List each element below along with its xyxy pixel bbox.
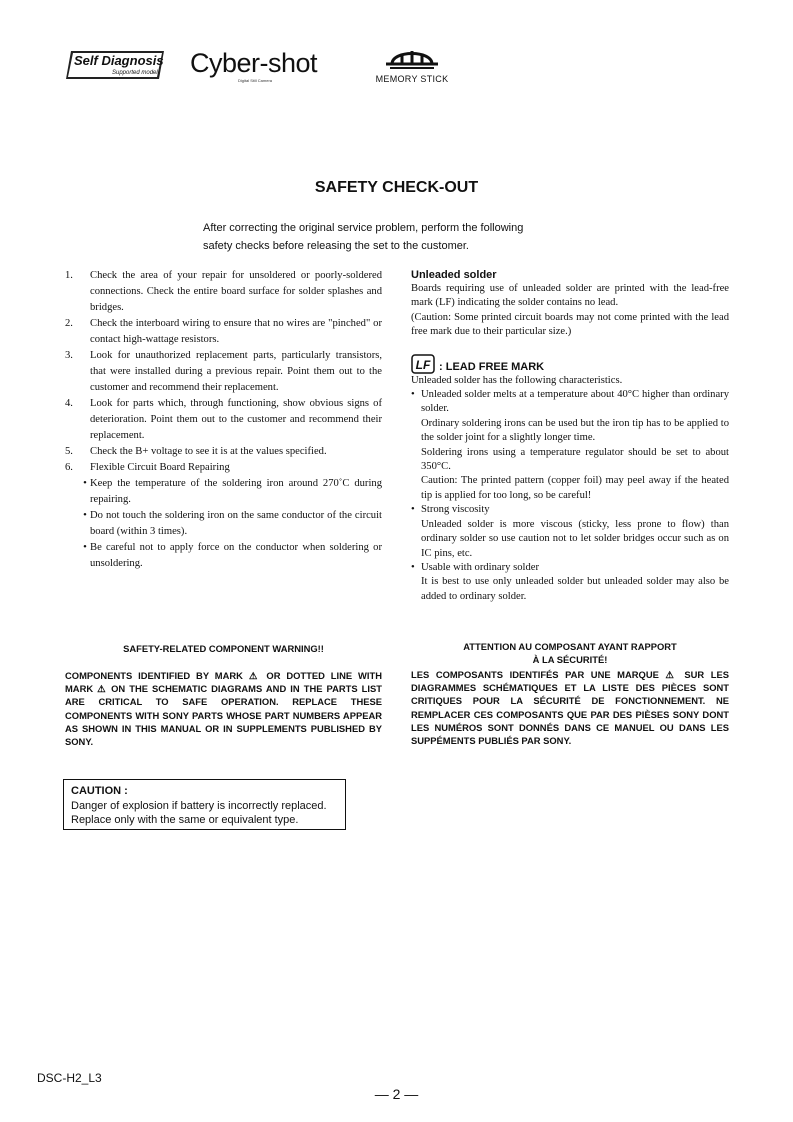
lead-free-mark-row: [411, 354, 729, 374]
intro-line-2: safety checks before releasing the set to the customer.: [203, 240, 469, 252]
brand-subtitle: Digital Still Camera: [238, 78, 273, 83]
item-text: Look for parts which, through functioning, show obvious signs of deterioration. Point them out to the customer and recommend their replacement.: [90, 398, 382, 441]
warning-fr-title-line-2: À LA SÉCURITÉ!: [532, 654, 608, 665]
unleaded-heading: Unleaded solder: [411, 269, 497, 281]
caution-line-1: Danger of explosion if battery is incorrectly replaced.: [71, 799, 327, 812]
item-text: Look for unauthorized replacement parts, particularly transistors, that were installed during a previous repair. Point them out to the customer and recommend their replacement.: [90, 350, 382, 393]
item-number: 4.: [65, 398, 73, 409]
intro-text: [203, 219, 583, 255]
characteristic-head: Strong viscosity: [421, 504, 490, 516]
warning-fr-title: [411, 640, 729, 666]
bullet-icon: •: [83, 510, 87, 521]
bullet-icon: •: [83, 542, 87, 553]
sub-list-item: [65, 508, 382, 540]
sub-list-item: [65, 476, 382, 508]
list-item: [65, 268, 382, 316]
warning-en-body: COMPONENTS IDENTIFIED BY MARK ⚠ OR DOTTED LINE WITH MARK ⚠ ON THE SCHEMATIC DIAGRAMS AND IN THE PARTS LIST ARE CRITICAL TO SAFE OPERATION. REPLACE THESE COMPONENTS WITH SONY PARTS WHOSE PART NUMBERS APPEAR AS SHOWN IN THIS MANUAL OR IN SUPPLEMENTS PUBLISHED BY SONY.: [65, 670, 382, 748]
memory-stick-icon: [372, 44, 452, 72]
item-number: 6.: [65, 462, 73, 473]
sub-item-text: Keep the temperature of the soldering iron around 270˚C during repairing.: [90, 478, 382, 505]
characteristic-detail: Unleaded solder is more viscous (sticky, less prone to flow) than ordinary solder so use caution not to let solder bridges occur such as on IC pins, etc.: [421, 518, 729, 559]
self-diagnosis-main: Self Diagnosis: [74, 53, 164, 68]
list-item: [65, 316, 382, 348]
unleaded-solder-section: [411, 268, 729, 604]
characteristic-detail: Ordinary soldering irons can be used but the iron tip has to be applied to the solder joint for a slightly longer time.: [421, 417, 729, 444]
item-number: 5.: [65, 446, 73, 457]
memory-stick-text: MEMORY STICK: [375, 74, 449, 84]
warning-en-title: SAFETY-RELATED COMPONENT WARNING!!: [123, 643, 324, 654]
sub-list-item: [65, 540, 382, 572]
page-number: — 2 —: [374, 1086, 419, 1102]
warning-fr-title-line-1: ATTENTION AU COMPOSANT AYANT RAPPORT: [463, 641, 677, 652]
characteristic-detail: Soldering irons using a temperature regulator should be set to about 350°C.: [421, 446, 729, 473]
warning-fr-body: LES COMPOSANTS IDENTIFÉS PAR UNE MARQUE ⚠ SUR LES DIAGRAMMES SCHÉMATIQUES ET LA LISTE DES PIÈCES SONT CRITIQUES POUR LA SÉCURITÉ DE FONCTIONNEMENT. NE REMPLACER CES COMPOSANTS QUE PAR DES PIÈSES SONY DONT LES NUMÉROS SONT DONNÉS DANS CE MANUEL OU DANS LES SUPPÉMENTS PUBLIÉS PAR SONY.: [411, 669, 729, 747]
item-text: Flexible Circuit Board Repairing: [90, 462, 230, 473]
self-diagnosis-badge: [65, 50, 165, 80]
characteristic-item: [411, 388, 729, 417]
characteristic-item: [411, 503, 729, 517]
safety-checklist: [65, 268, 382, 572]
caution-title: CAUTION :: [71, 785, 128, 797]
list-item: [65, 460, 382, 476]
bullet-icon: •: [411, 389, 415, 401]
document-code: DSC-H2_L3: [37, 1071, 102, 1085]
lead-free-icon: [411, 354, 435, 374]
intro-line-1: After correcting the original service problem, perform the following: [203, 222, 524, 234]
characteristic-detail: It is best to use only unleaded solder but unleaded solder may also be added to ordinary solder.: [421, 576, 729, 602]
item-text: Check the interboard wiring to ensure that no wires are "pinched" or contact high-wattage resistors.: [90, 318, 382, 345]
bullet-icon: •: [83, 478, 87, 489]
self-diagnosis-logo: [65, 50, 165, 80]
unleaded-paragraph-2: (Caution: Some printed circuit boards may not come printed with the lead free mark due to their particular size.): [411, 311, 729, 338]
item-text: Check the B+ voltage to see it is at the values specified.: [90, 446, 327, 457]
characteristic-head: Usable with ordinary solder: [421, 561, 539, 573]
characteristic-item: [411, 561, 729, 575]
caution-box: [63, 779, 346, 830]
page-title: SAFETY CHECK-OUT: [314, 179, 479, 196]
sub-item-text: Do not touch the soldering iron on the same conductor of the circuit board (within 3 times).: [90, 510, 382, 537]
bullet-icon: •: [411, 504, 415, 516]
item-number: 2.: [65, 318, 73, 329]
unleaded-intro: Unleaded solder has the following characteristics.: [411, 374, 623, 386]
list-item: [65, 396, 382, 444]
self-diagnosis-sub: Supported model: [112, 70, 158, 76]
item-number: 3.: [65, 350, 73, 361]
memory-stick-logo: [372, 44, 452, 84]
list-item: [65, 348, 382, 396]
cybershot-logo: [190, 50, 335, 86]
characteristic-head: Unleaded solder melts at a temperature about 40°C higher than ordinary solder.: [421, 389, 729, 415]
brand-name: Cyber-shot: [190, 48, 318, 78]
sub-item-text: Be careful not to apply force on the conductor when soldering or unsoldering.: [90, 542, 382, 569]
unleaded-paragraph-1: Boards requiring use of unleaded solder are printed with the lead-free mark (LF) indicating the solder contains no lead.: [411, 283, 729, 309]
list-item: [65, 444, 382, 460]
item-number: 1.: [65, 270, 73, 281]
characteristic-detail: Caution: The printed pattern (copper foil) may peel away if the heated tip is applied for too long, so be careful!: [421, 475, 729, 501]
lead-free-icon-text: LF: [415, 357, 431, 372]
caution-line-2: Replace only with the same or equivalent type.: [71, 814, 299, 826]
lead-free-label: : LEAD FREE MARK: [439, 360, 545, 373]
bullet-icon: •: [411, 561, 415, 573]
item-text: Check the area of your repair for unsoldered or poorly-soldered connections. Check the entire board surface for solder splashes and bridges.: [90, 270, 382, 313]
